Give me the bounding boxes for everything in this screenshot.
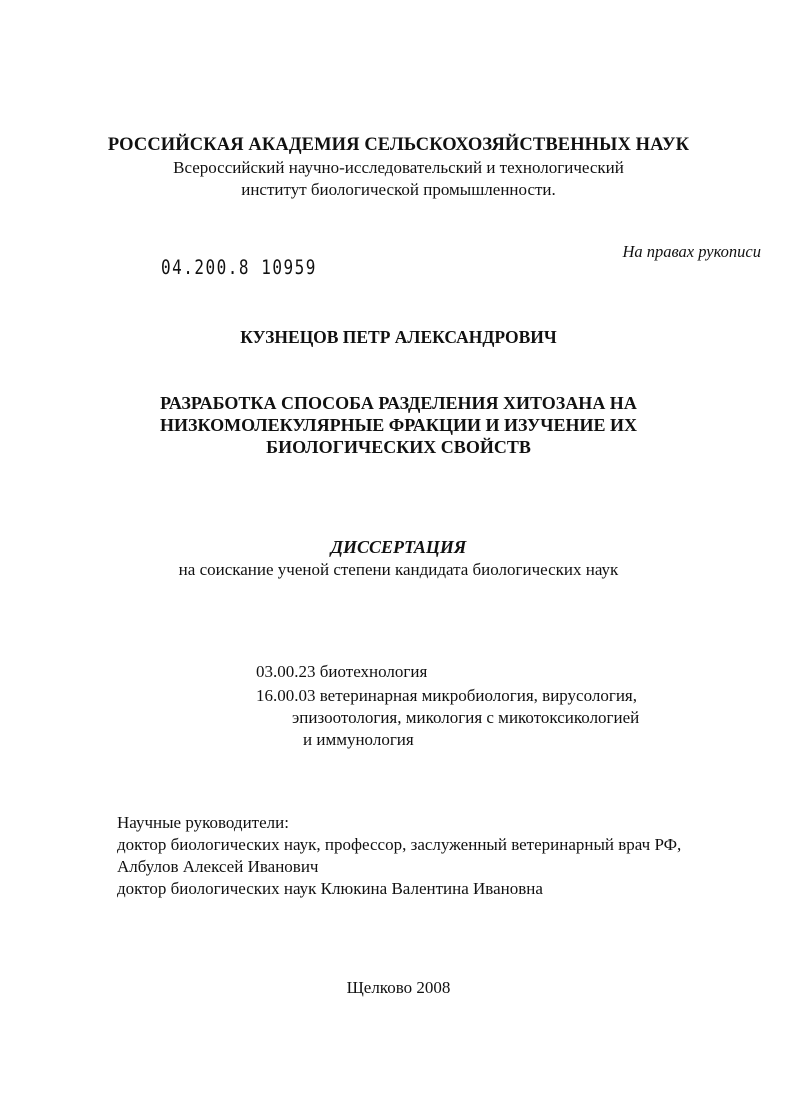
- supervisor-line-1: доктор биологических наук, профессор, заслуженный ветеринарный врач РФ,: [117, 835, 682, 854]
- registration-number-stamp: 04.200.8 10959: [161, 256, 317, 279]
- place-and-year: Щелково 2008: [346, 978, 451, 997]
- dissertation-title: [0, 392, 797, 458]
- organization-name: РОССИЙСКАЯ АКАДЕМИЯ СЕЛЬСКОХОЗЯЙСТВЕННЫХ НАУК: [107, 135, 690, 155]
- specialty-line-4: и иммунология: [303, 730, 414, 749]
- title-line-1: РАЗРАБОТКА СПОСОБА РАЗДЕЛЕНИЯ ХИТОЗАНА НА: [160, 393, 637, 413]
- institute-name-line-1: Всероссийский научно-исследовательский и технологический: [173, 158, 624, 177]
- specialty-line-1: 03.00.23 биотехнология: [256, 662, 428, 681]
- institute-name-line-2: институт биологической промышленности.: [241, 180, 556, 199]
- supervisor-line-2: Албулов Алексей Иванович: [117, 857, 319, 876]
- manuscript-rights-note: На правах рукописи: [622, 242, 761, 261]
- title-line-2: НИЗКОМОЛЕКУЛЯРНЫЕ ФРАКЦИИ И ИЗУЧЕНИЕ ИХ: [160, 415, 637, 435]
- author-name: КУЗНЕЦОВ ПЕТР АЛЕКСАНДРОВИЧ: [240, 327, 557, 347]
- supervisor-line-3: доктор биологических наук Клюкина Валентина Ивановна: [117, 879, 543, 898]
- title-line-3: БИОЛОГИЧЕСКИХ СВОЙСТВ: [266, 437, 531, 457]
- degree-subtitle: на соискание ученой степени кандидата биологических наук: [178, 560, 619, 579]
- specialty-line-2: 16.00.03 ветеринарная микробиология, вирусология,: [256, 686, 638, 705]
- document-type: ДИССЕРТАЦИЯ: [330, 537, 467, 557]
- supervisors-heading: Научные руководители:: [117, 813, 289, 832]
- specialty-line-3: эпизоотология, микология с микотоксикологией: [292, 708, 640, 727]
